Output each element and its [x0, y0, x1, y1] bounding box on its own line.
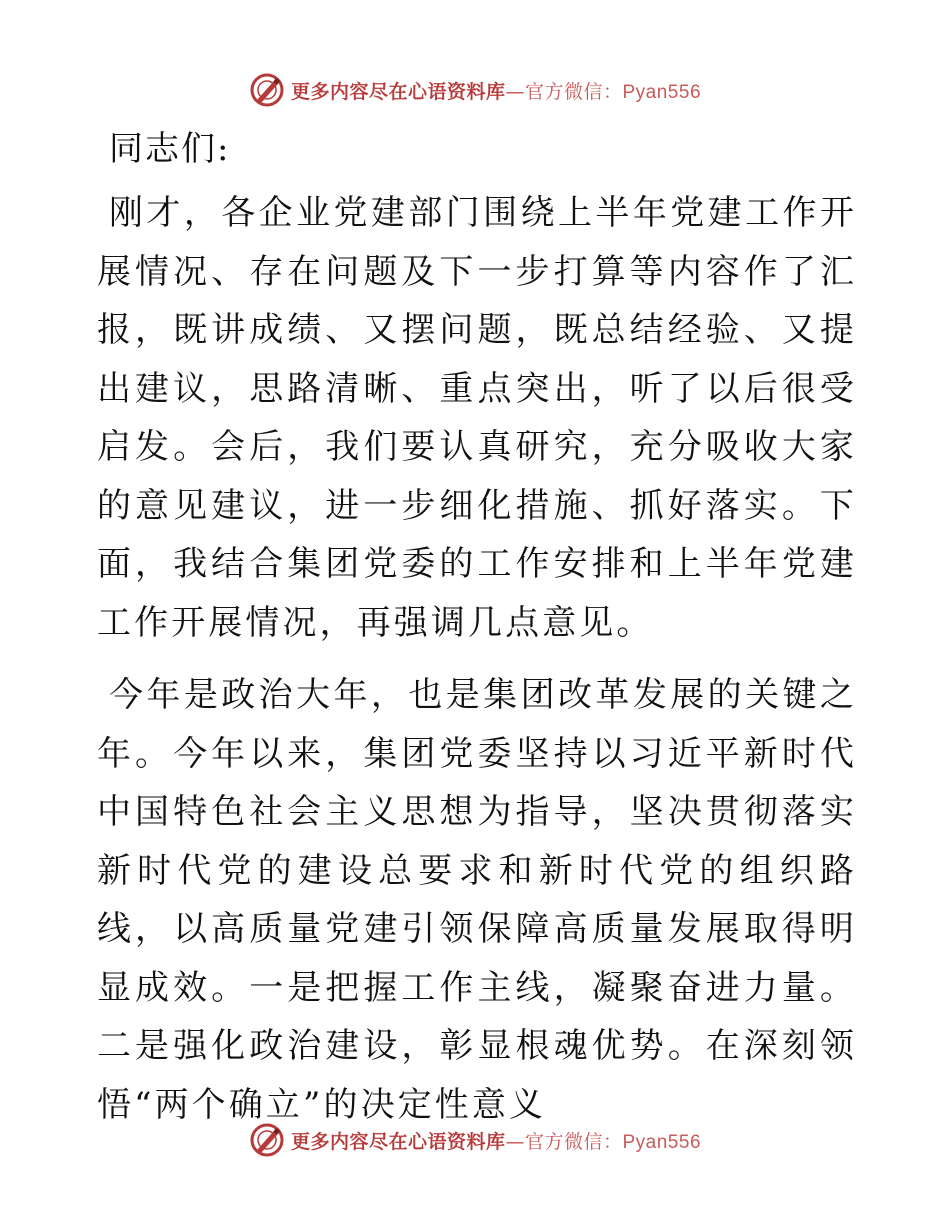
banner-dash: — [505, 80, 525, 103]
paragraph-1: 刚才，各企业党建部门围绕上半年党建工作开展情况、存在问题及下一步打算等内容作了汇报，既讲成绩、又摆问题，既总结经验、又提出建议，思路清晰、重点突出，听了以后很受启发。会后，我们要认真研究，充分吸收大家的意见建议，进一步细化措施、抓好落实。下面，我结合集团党委的工作安排和上半年党建工作开展情况，再强调几点意见。 [97, 193, 857, 643]
salutation: 同志们: [109, 129, 231, 169]
banner-wechat-id: Pyan556 [622, 81, 702, 103]
pen-seal-logo-icon [249, 1122, 285, 1158]
banner-library-text: 更多内容尽在心语资料库 [290, 1130, 506, 1153]
document-body [97, 126, 857, 1148]
banner-text [291, 1127, 701, 1154]
banner-wechat-id: Pyan556 [622, 1131, 702, 1153]
header-banner [0, 68, 950, 112]
banner-wechat-label: 官方微信： [524, 80, 623, 103]
banner-library-text: 更多内容尽在心语资料库 [290, 80, 506, 103]
banner-text [291, 77, 701, 104]
banner-dash: — [505, 1130, 525, 1153]
pen-seal-logo-icon [249, 72, 285, 108]
banner-wechat-label: 官方微信： [524, 1130, 623, 1153]
paragraph-2: 今年是政治大年，也是集团改革发展的关键之年。今年以来，集团党委坚持以习近平新时代中国特色社会主义思想为指导，坚决贯彻落实新时代党的建设总要求和新时代党的组织路线，以高质量党建引领保障高质量发展取得明显成效。一是把握工作主线，凝聚奋进力量。二是强化政治建设，彰显根魂优势。在深刻领悟“两个确立”的决定性意义 [97, 675, 857, 1125]
footer-banner [0, 1118, 950, 1162]
